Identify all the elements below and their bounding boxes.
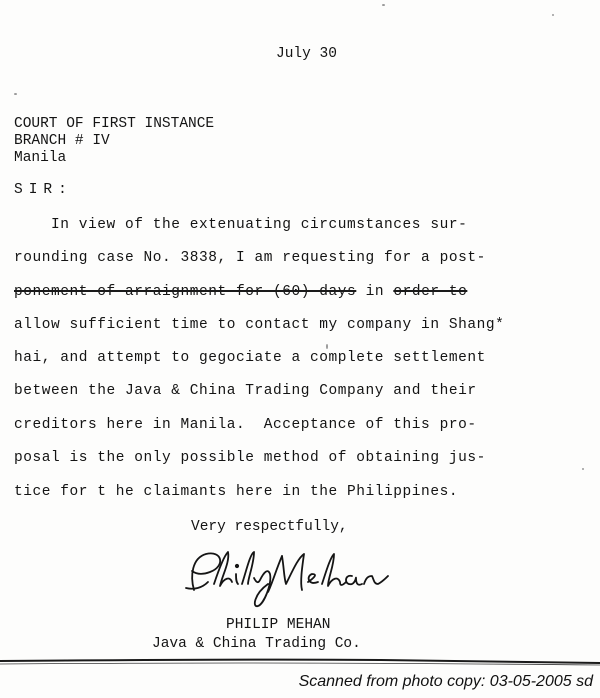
handwritten-signature bbox=[172, 544, 392, 610]
scan-speck bbox=[382, 4, 385, 6]
body-line: allow sufficient time to contact my company in Shang* bbox=[14, 317, 505, 333]
letter-date: July 30 bbox=[276, 46, 337, 62]
scan-speck bbox=[552, 14, 554, 16]
address-line: BRANCH # IV bbox=[14, 133, 110, 149]
body-line-with-strikeout bbox=[14, 284, 467, 300]
address-line: COURT OF FIRST INSTANCE bbox=[14, 116, 215, 132]
scan-caption: Scanned from photo copy: 03-05-2005 sd bbox=[298, 673, 593, 690]
signer-company: Java & China Trading Co. bbox=[152, 636, 361, 652]
struck-text: order to bbox=[393, 284, 468, 300]
signer-name: PHILIP MEHAN bbox=[226, 617, 331, 633]
body-text: in bbox=[356, 284, 394, 300]
salutation: SIR: bbox=[14, 182, 73, 198]
body-line: hai, and attempt to gegociate a complete settlement bbox=[14, 350, 486, 366]
struck-text: ponement of arraignment for (60) days bbox=[14, 284, 357, 300]
body-line: tice for t he claimants here in the Philippines. bbox=[14, 484, 459, 500]
body-line: In view of the extenuating circumstances sur- bbox=[14, 217, 468, 233]
divider-line bbox=[0, 652, 600, 674]
scan-speck bbox=[326, 344, 328, 349]
address-line: Manila bbox=[14, 150, 67, 166]
body-line: posal is the only possible method of obtaining jus- bbox=[14, 450, 486, 466]
body-line: rounding case No. 3838, I am requesting for a post- bbox=[14, 250, 486, 266]
body-line: between the Java & China Trading Company and their bbox=[14, 383, 477, 399]
closing: Very respectfully, bbox=[191, 519, 348, 535]
scan-speck bbox=[14, 93, 17, 95]
body-line: creditors here in Manila. Acceptance of this pro- bbox=[14, 417, 477, 433]
scan-speck bbox=[582, 468, 584, 470]
